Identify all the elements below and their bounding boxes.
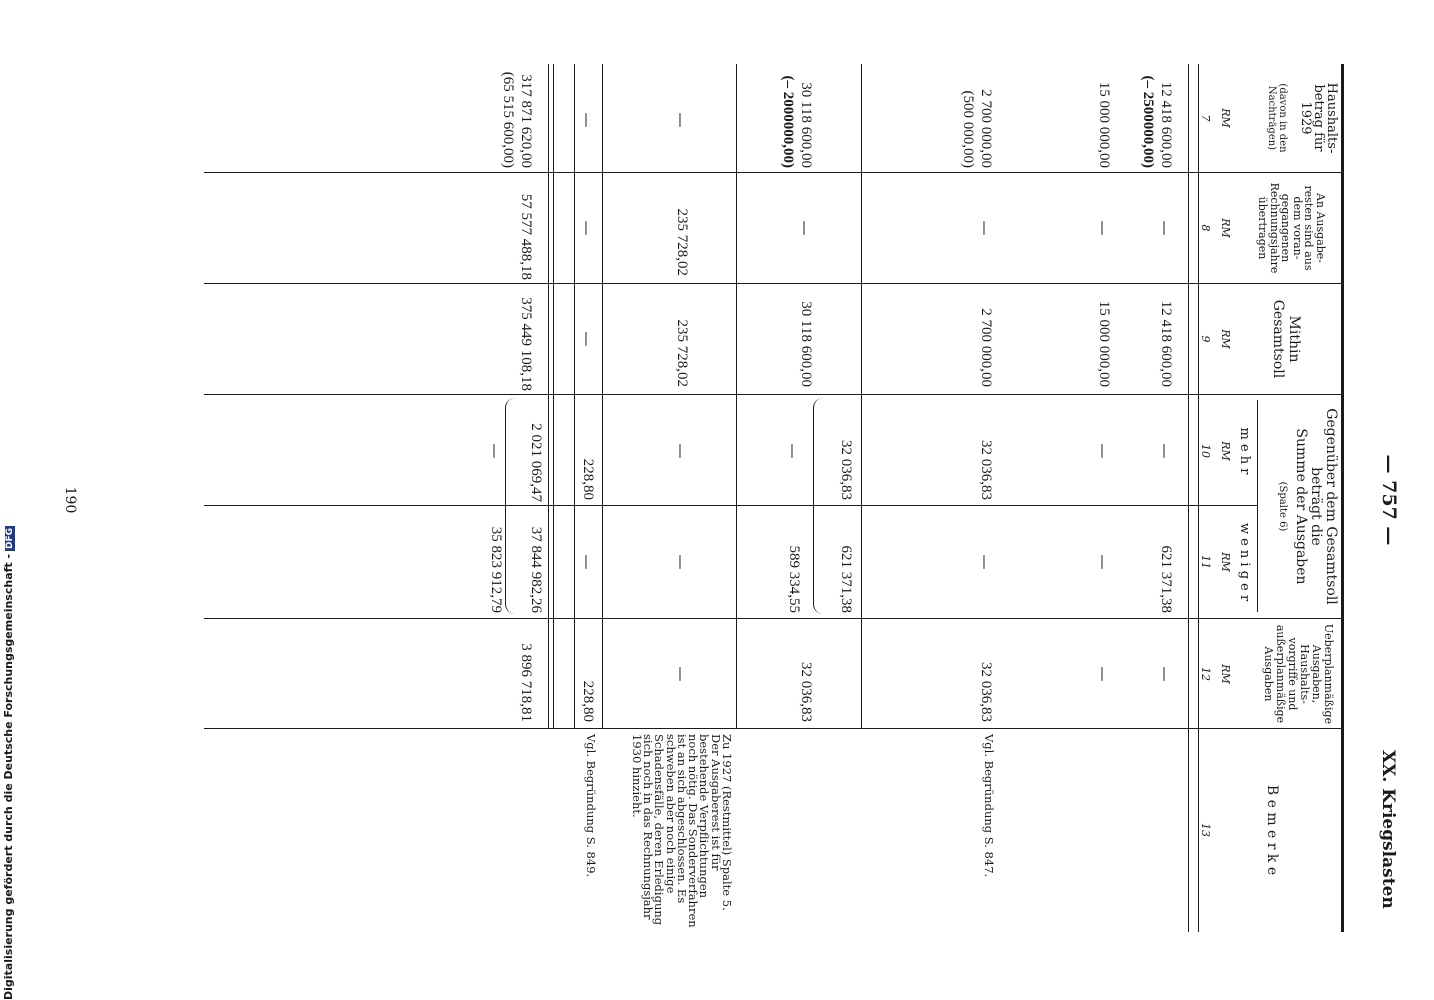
r4-c10-upper: 32 036,83 <box>838 440 854 500</box>
r1-c7-note: (– 2500000,00) <box>1140 75 1156 168</box>
col11-title: w e n i g e r <box>1237 522 1252 602</box>
col13-title: B e m e r k e <box>1264 784 1280 876</box>
sub-header-rule <box>1257 400 1258 612</box>
col-sep-10-11 <box>204 505 1258 506</box>
total-c8: 57 577 488,18 <box>518 193 534 280</box>
r5-c10: — <box>672 443 690 459</box>
r6-c8: — <box>578 220 596 236</box>
page-number: — 757 — <box>1378 454 1400 546</box>
row-sep-3-4 <box>861 64 862 728</box>
r4-c9: 30 118 600,00 <box>798 301 814 387</box>
digitization-credit <box>2 527 15 1000</box>
group-title: Gegenüber dem Gesamtsoll beträgt die Summe der Ausgaben <box>1293 408 1339 605</box>
total-c10-upper: 2 021 069,47 <box>528 423 544 502</box>
total-brace <box>505 398 524 614</box>
col-sep-9-10 <box>204 394 1344 395</box>
col9-number: 9 <box>1199 335 1212 343</box>
r5-c8: 235 728,02 <box>674 208 690 276</box>
section-title: XX. Kriegslasten <box>1378 750 1398 909</box>
col8-unit: RM <box>1219 218 1232 238</box>
r3-c8: — <box>976 220 994 236</box>
r3-c11: — <box>976 554 994 570</box>
r3-c10: 32 036,83 <box>978 440 994 500</box>
r6-c10: 228,80 <box>580 458 596 500</box>
col8-title: An Ausgabe- resten sind aus dem voran- gegangenen Rechnungsjahre übertragen <box>1256 182 1327 274</box>
r5-c7: — <box>672 112 690 128</box>
r2-c8: — <box>1094 220 1112 236</box>
r1-c8: — <box>1156 220 1174 236</box>
r6-c12: 228,80 <box>580 680 596 722</box>
digitization-credit-text: Digitalisierung gefördert durch die Deutsche Forschungsgemeinschaft - <box>2 553 15 1000</box>
total-c12: 3 896 718,81 <box>518 643 534 722</box>
dfg-logo: DFG <box>5 527 15 549</box>
r5-remark: Zu 1927 (Restmittel) Spalte 5. Der Ausgaberest ist für bestehende Verpflichtungen noch nötig. Das Sonderverfahren ist an sich abgeschlossen. Es schweben aber noch einige Schadensfälle, deren Erledigung sich noch in das Rechnungsjahr 1930 hinzieht. <box>629 734 734 928</box>
r2-c10: — <box>1094 443 1112 459</box>
group-subtitle: (Spalte 6) <box>1277 481 1288 532</box>
r6-c9: — <box>578 331 596 347</box>
r2-c7: 15 000 000,00 <box>1096 81 1112 168</box>
col8-number: 8 <box>1199 224 1212 232</box>
col9-title: Mithin Gesamtsoll <box>1270 299 1302 379</box>
col-sep-8-9 <box>204 283 1344 284</box>
col11-unit: RM <box>1219 552 1232 572</box>
col-sep-12-13 <box>204 728 1344 729</box>
footer-page-number: 190 <box>62 486 78 514</box>
total-c7-note: (65 515 600,00) <box>500 71 516 168</box>
r6-remark: Vgl. Begründung S. 849. <box>584 734 598 878</box>
r3-c7-note: (500 000,00) <box>960 90 976 168</box>
total-c9: 375 449 108,18 <box>518 297 534 391</box>
total-c7: 317 871 620,00 <box>518 74 534 168</box>
col7-number: 7 <box>1199 114 1212 122</box>
col10-unit: RM <box>1219 441 1232 461</box>
r5-c11: — <box>672 554 690 570</box>
r4-c10-lower: — <box>784 443 802 459</box>
r2-c9: 15 000 000,00 <box>1096 300 1112 387</box>
r3-c7: 2 700 000,00 <box>978 89 994 168</box>
col9-unit: RM <box>1219 329 1232 349</box>
col-sep-7-8 <box>204 172 1344 173</box>
r2-c12: — <box>1094 666 1112 682</box>
r3-c9: 2 700 000,00 <box>978 308 994 387</box>
table-top-rule <box>1341 64 1344 932</box>
row-sep-4-5 <box>736 64 737 728</box>
r4-c11-lower: 589 334,55 <box>786 545 802 613</box>
col12-title: Ueberplanmäßige Ausgaben, Haushalts- vorgriffe und außerplanmäßige Ausgaben <box>1262 623 1335 725</box>
row-sep-total-a <box>553 64 554 728</box>
col7-subtitle: (davon in den Nachträgen) <box>1266 83 1288 153</box>
col10-number: 10 <box>1199 444 1212 458</box>
r4-c12: 32 036,83 <box>798 662 814 722</box>
row-sep-5-6 <box>602 64 603 728</box>
row-sep-total-b <box>548 64 549 728</box>
r1-c7: 12 418 600,00 <box>1158 81 1174 168</box>
total-c10-lower: — <box>486 443 504 459</box>
r3-c12: 32 036,83 <box>978 662 994 722</box>
total-c11-upper: 37 844 982,26 <box>528 526 544 613</box>
col-sep-11-12 <box>204 618 1344 619</box>
col7-title: Haushalts- betrag für 1929 <box>1298 82 1339 154</box>
r1-c10: — <box>1156 443 1174 459</box>
total-c11-lower: 35 823 912,79 <box>488 526 504 613</box>
r5-c9: 235 728,02 <box>674 319 690 387</box>
r1-c12: — <box>1156 666 1174 682</box>
header-bottom-rule-2 <box>1188 64 1189 932</box>
col11-number: 11 <box>1199 555 1212 569</box>
r2-c11: — <box>1094 554 1112 570</box>
col13-number: 13 <box>1199 823 1212 837</box>
r1-c9: 12 418 600,00 <box>1158 300 1174 387</box>
row-sep-6-total <box>574 64 575 728</box>
r6-c7: — <box>578 112 596 128</box>
col7-unit: RM <box>1219 108 1232 128</box>
col10-title: m e h r <box>1237 427 1252 475</box>
r4-c7-note: (– 2000000,00) <box>780 75 796 168</box>
r1-c11: 621 371,38 <box>1158 545 1174 613</box>
r4-c7: 30 118 600,00 <box>798 82 814 168</box>
r4-brace <box>813 398 834 614</box>
r5-c12: — <box>672 666 690 682</box>
r4-c8: — <box>796 220 814 236</box>
col12-number: 12 <box>1199 667 1212 681</box>
col12-unit: RM <box>1219 664 1232 684</box>
r4-c11-upper: 621 371,38 <box>838 545 854 613</box>
r6-c11: — <box>578 554 596 570</box>
r3-remark: Vgl. Begründung S. 847. <box>982 734 996 878</box>
